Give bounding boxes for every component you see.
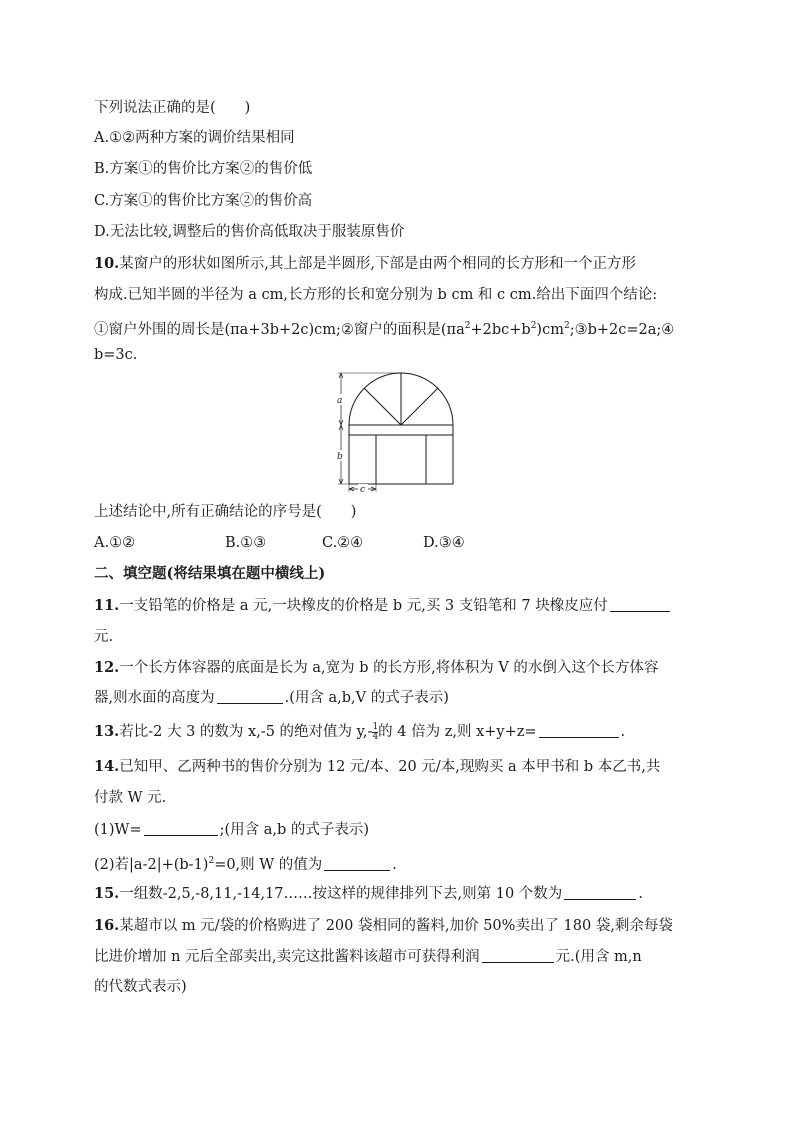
q10-option-d: D.③④	[423, 535, 465, 551]
q14-line2: 付款 W 元.	[94, 790, 167, 806]
q14-p2c: .	[392, 856, 397, 873]
q10-option-b: B.①③	[225, 535, 267, 551]
q14-p1b: ;(用含 a,b 的式子表示)	[219, 822, 370, 838]
q16-l2b: 元.(用含 m,n	[555, 949, 642, 965]
q12-line2	[94, 688, 449, 708]
q14-p2a: (2)若|a-2|+(b-1)	[94, 856, 209, 873]
q16-answer-blank[interactable]	[482, 948, 554, 963]
q14-part2	[94, 851, 397, 875]
q15-answer-blank[interactable]	[564, 885, 636, 900]
q16-line1	[94, 916, 673, 936]
q10-option-c: C.②④	[322, 535, 364, 551]
q12-number: 12.	[94, 659, 120, 676]
q14-sup: 2	[208, 856, 215, 866]
q9-option-b: B.方案①的售价比方案②的售价低	[94, 161, 313, 177]
section-2-heading: 二、填空题(将结果填在题中横线上)	[94, 565, 326, 582]
q9-stem: 下列说法正确的是( )	[94, 100, 251, 116]
q11-line2: 元.	[94, 629, 114, 645]
q13-line	[94, 722, 625, 742]
q9-option-a: A.①②两种方案的调价结果相同	[94, 130, 295, 146]
label-c: c	[360, 485, 366, 493]
q10-sup: 2	[563, 321, 570, 331]
q16-line2	[94, 947, 642, 967]
frac-top: 1	[372, 721, 379, 732]
q10-sup: 2	[464, 321, 471, 331]
q9-option-c: C.方案①的售价比方案②的售价高	[94, 193, 313, 209]
q14-text: 已知甲、乙两种书的售价分别为 12 元/本、20 元/本,现购买 a 本甲书和 b 本乙书,共	[119, 759, 661, 775]
q10-after: 上述结论中,所有正确结论的序号是( )	[94, 504, 357, 520]
q10-options	[94, 533, 465, 553]
q16-number: 16.	[94, 917, 120, 934]
q10-text: 某窗户的形状如图所示,其上部是半圆形,下部是由两个相同的长方形和一个正方形	[119, 256, 636, 272]
q13-answer-blank[interactable]	[539, 723, 619, 738]
window-figure	[334, 368, 464, 493]
q11-line1	[94, 596, 672, 616]
q14-part2-blank[interactable]	[324, 856, 390, 871]
q12-answer-blank[interactable]	[217, 689, 283, 704]
q15-line	[94, 884, 643, 904]
label-a: a	[337, 396, 343, 406]
q12-l2a: 器,则水面的高度为	[94, 690, 215, 706]
q12-line1	[94, 658, 658, 678]
q14-number: 14.	[94, 758, 120, 775]
q10-sup: 2	[530, 321, 537, 331]
q10-line4: b=3c.	[94, 347, 138, 363]
q12-text: 一个长方体容器的底面是长为 a,宽为 b 的长方形,将体积为 V 的水倒入这个长方体容	[119, 660, 659, 676]
q15-number: 15.	[94, 885, 120, 902]
q16-text: 某超市以 m 元/袋的价格购进了 200 袋相同的酱料,加价 50%卖出了 180 袋,剩余每袋	[119, 918, 673, 934]
q11-answer-blank[interactable]	[610, 597, 670, 612]
q12-l2b: .(用含 a,b,V 的式子表示)	[284, 690, 449, 706]
q14-part1-blank[interactable]	[144, 821, 218, 836]
q14-p1a: (1)W=	[94, 822, 142, 838]
q13-number: 13.	[94, 723, 120, 740]
q14-p2b: =0,则 W 的值为	[214, 856, 323, 873]
frac-bottom: 4	[372, 731, 379, 742]
q10-line1	[94, 254, 636, 274]
q15-text: 一组数-2,5,-8,11,-14,17……按这样的规律排列下去,则第 10 个数为	[119, 886, 563, 902]
q14-part1	[94, 820, 369, 840]
label-b: b	[337, 452, 343, 462]
q9-option-d: D.无法比较,调整后的售价高低取决于服装原售价	[94, 224, 405, 240]
q14-line1	[94, 757, 660, 777]
q11-text: 一支铅笔的价格是 a 元,一块橡皮的价格是 b 元,买 3 支铅笔和 7 块橡皮应付	[119, 598, 608, 614]
q10-l3c: )cm	[536, 321, 564, 338]
lower-rectangle	[349, 425, 453, 484]
q10-number: 10.	[94, 255, 120, 272]
q10-line3	[94, 316, 674, 340]
q10-l3b: +2bc+b	[470, 321, 531, 338]
q10-line2: 构成.已知半圆的半径为 a cm,长方形的长和宽分别为 b cm 和 c cm.给出下面四个结论:	[94, 287, 658, 303]
q13-text-a: 若比-2 大 3 的数为 x,-5 的绝对值为 y,-	[119, 724, 373, 740]
q16-line3: 的代数式表示)	[94, 979, 187, 995]
q13-end: .	[620, 724, 626, 740]
q10-l3d: ;③b+2c=2a;④	[569, 321, 675, 338]
q10-option-a: A.①②	[94, 535, 136, 551]
q11-number: 11.	[94, 597, 120, 614]
q15-end: .	[638, 886, 643, 902]
q13-text-b: 的 4 倍为 z,则 x+y+z=	[378, 724, 537, 740]
q16-l2a: 比进价增加 n 元后全部卖出,卖完这批酱料该超市可获得利润	[94, 949, 480, 965]
q10-l3a: ①窗户外围的周长是(πa+3b+2c)cm;②窗户的面积是(πa	[94, 321, 465, 338]
